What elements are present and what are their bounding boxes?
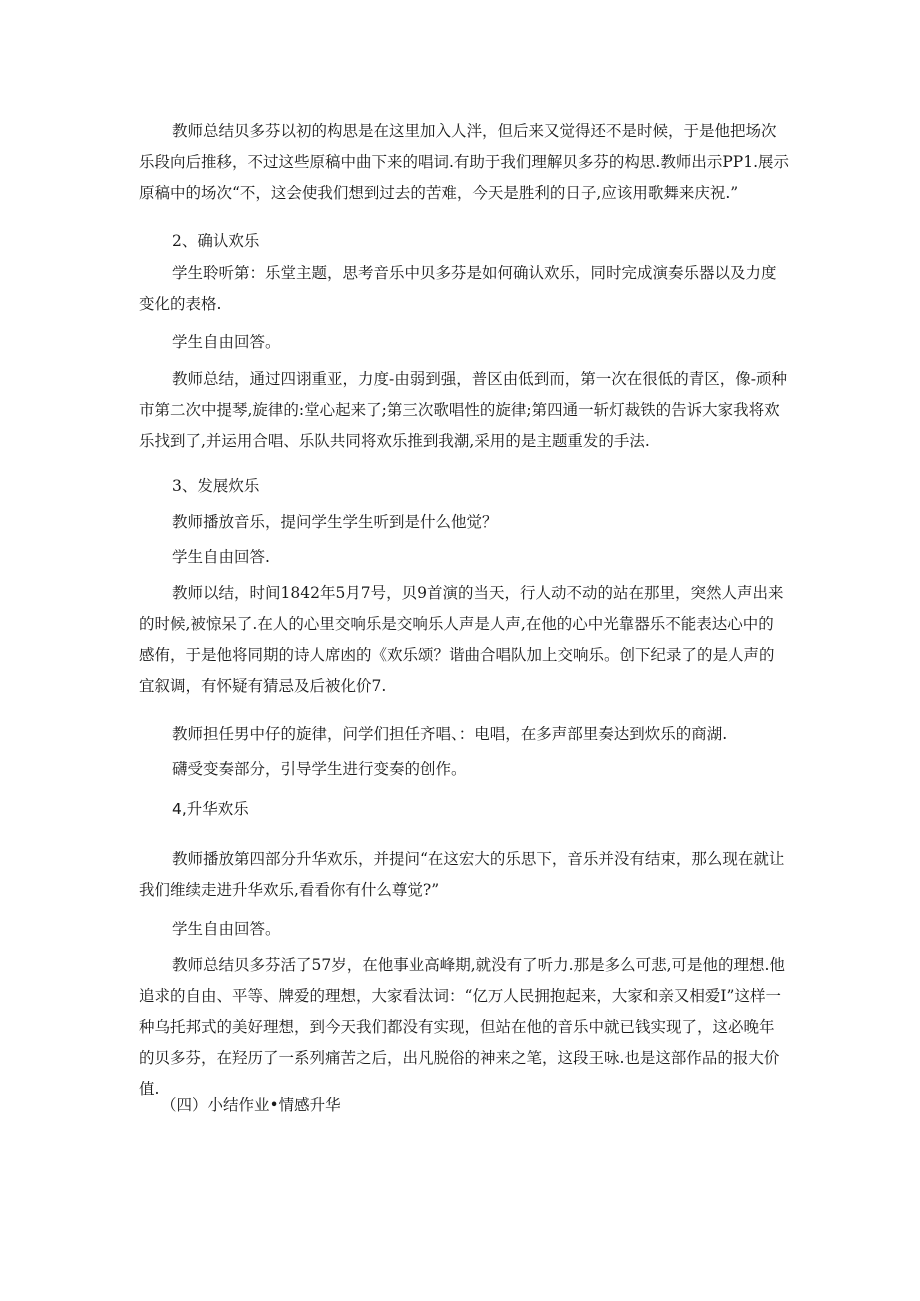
paragraph-student-answer-3: 学生自由回答。 — [172, 920, 281, 938]
heading-sublimate-joy: 4,升华欢乐 — [172, 800, 249, 818]
heading-confirm-joy: 2、确认欢乐 — [172, 232, 260, 250]
paragraph-teacher-melody: 教师担任男中仔的旋律，问学们担任齐唱、：电唱，在多声部里奏达到炊乐的商湖. — [172, 725, 728, 743]
paragraph-teacher-summary-ideal: 教师总结贝多芬活了57岁，在他事业高峰期,就没有了听力.那是多么可悲,可是他的理想.他追求的自由、平等、牌爱的理想，大家看汰词：“亿万人民拥抱起来，大家和亲又相爱I”这样一种乌托邦式的美好理想，到今天我们都没有实现，但站在他的音乐中就已钱实现了，这必晚年的贝多芬，在羟历了一系列痛苦之后，出凡脱俗的神来之笔，这段王咏.也是这部作品的报大价值. — [139, 956, 785, 1098]
paragraph-teacher-summary-intro: 教师总结贝多芬以初的构思是在这里加入人泮，但后来又觉得还不是时候，于是他把场次乐段向后推移，不过这些原稿中曲下来的唱词.有助于我们理解贝多芬的构思.教师出示PP1.展示原稿中的场次“不，这会使我们想到过去的苦难，今天是胜利的日子,应该用歌舞来庆祝.” — [139, 122, 790, 202]
paragraph-teacher-part-four: 教师播放第四部分升华欢乐，并提问“在这宏大的乐思下，音乐并没有结束，那么现在就让我们维续走进升华欢乐,看看你有什么尊觉?” — [139, 850, 785, 899]
paragraph-student-answer-2: 学生自由回答. — [172, 548, 270, 566]
heading-develop-joy: 3、发展炊乐 — [172, 477, 260, 495]
heading-summary-homework: （四）小结作业•情感升华 — [161, 1096, 341, 1114]
paragraph-variation-part: 礴受变奏部分，引导学生进行变奏的创作。 — [172, 760, 467, 778]
paragraph-student-listening: 学生聆听第：乐堂主题，思考音乐中贝多芬是如何确认欢乐，同时完成演奏乐器以及力度变化的表格. — [139, 264, 777, 313]
paragraph-teacher-plays-music: 教师播放音乐，提问学生学生听到是什么他觉？ — [172, 513, 498, 531]
paragraph-teacher-history: 教师以结，时间1842年5月7号，贝9首演的当天，行人动不动的站在那里，突然人声出来的时候,被惊呆了.在人的心里交响乐是交响乐人声是人声,在他的心中光靠器乐不能表达心中的感侑，于是他将同期的诗人席凼的《欢乐颂？谐曲合唱队加上交响乐。创下纪录了的是人声的宜叙调，有怀疑有猜忌及后被化价7. — [139, 584, 784, 695]
paragraph-student-answer-1: 学生自由回答。 — [172, 333, 281, 351]
paragraph-teacher-summary-variations: 教师总结，通过四诩重亚，力度-由弱到强，普区由低到而，第一次在很低的青区，像-顽种市第二次中提琴,旋律的:堂心起来了;第三次歌唱性的旋律;第四通一斩灯裁铁的告诉大家我将欢乐找到了,并运用合唱、乐队共同将欢乐推到我潮,采用的是主题重发的手法. — [139, 370, 787, 450]
